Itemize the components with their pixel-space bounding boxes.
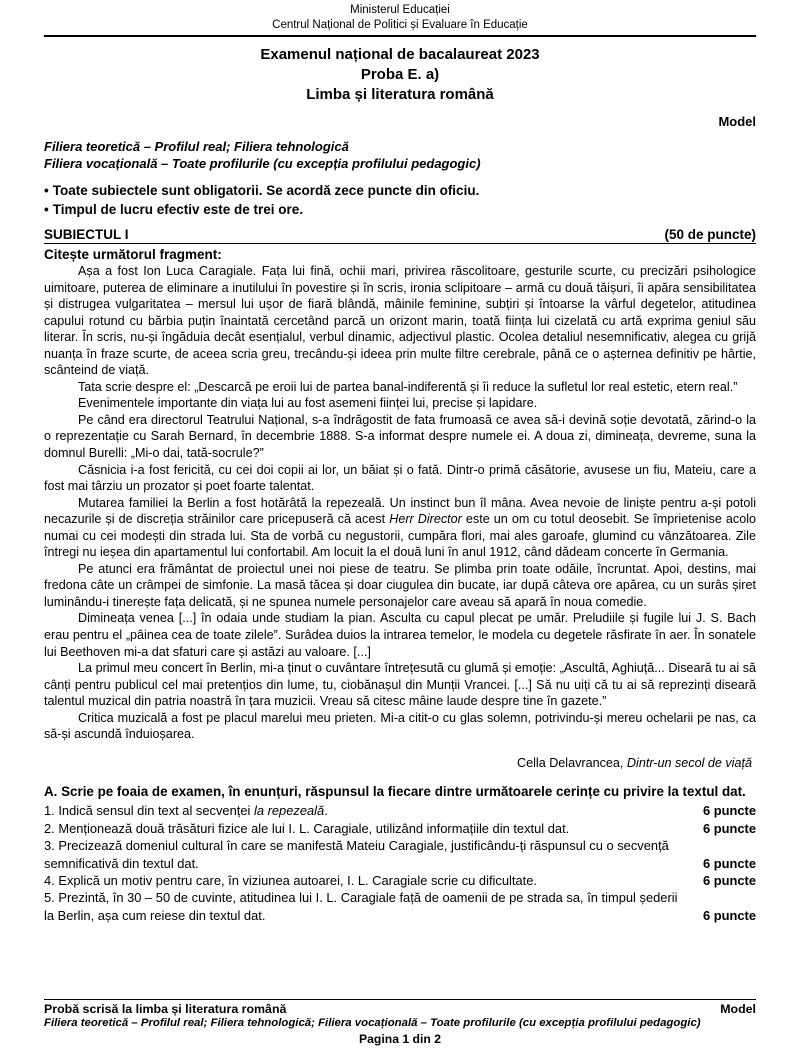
subject-heading [44,227,756,244]
model-label: Model [718,114,756,129]
requirement-text-end: . [324,803,328,819]
page-content [44,0,756,924]
header-divider [44,35,756,37]
requirement-points: 6 puncte [702,855,756,871]
instruction-item-2 [44,200,756,219]
fragment-paragraph: La primul meu concert în Berlin, mi-a ținut o cuvântare întrețesută cu glumă și emoție: „Ascultă, Aghiuță... Diseară tu ai să cânți pentru publicul cel mai pretențios din lume, tu, ciobănașul din Munții Vrancei. [...] Să nu uiți că tu ai să reprezinți diseară talentul muzical din patria noastră în țara muzicii. Vreau să citesc mâine laude despre tine în gazete.” [44,661,756,709]
bullet-icon: • [44,202,49,217]
footer-exam-label: Probă scrisă la limba și literatura română [44,1002,287,1016]
requirement-text: Precizează domeniul cultural în care se manifestă Mateiu Caragiale, justificându-ți răspunsul cu o secvență [54,838,669,854]
subject-title: SUBIECTUL I [44,227,129,242]
requirement-number: 1. [44,803,55,819]
page-footer [44,999,756,1046]
requirement-tail [44,855,756,872]
reading-fragment [44,263,756,743]
exam-title-line1: Examenul național de bacalaureat 2023 [260,46,540,63]
fragment-paragraph: Evenimentele importante din viața lui au fost asemeni ființei lui, precise și lapidare. [78,396,538,411]
requirement-number: 3. [44,838,55,854]
instruction-item-1 [44,181,756,200]
requirement-text: Explică un motiv pentru care, în viziunea autoarei, I. L. Caragiale scrie cu dificultate. [54,872,537,888]
footer-divider [44,999,756,1000]
instruction-text-1: Toate subiectele sunt obligatorii. Se acordă zece puncte din oficiu. [52,183,480,198]
requirement-item [44,889,756,924]
footer-filiera: Filiera teoretică – Profilul real; Filiera tehnologică; Filiera vocațională – Toate profilurile (cu excepția profilului pedagogic) [44,1017,701,1029]
fragment-paragraph: Critica muzicală a fost pe placul marelui meu prieten. Mi-a citit-o cu glas solemn, potrivindu-și mereu ochelarii pe nas, ca să-și ascundă înduioșarea. [44,710,756,742]
requirement-points: 6 puncte [702,820,756,836]
requirement-points: 6 puncte [702,803,756,819]
instruction-text-2: Timpul de lucru efectiv este de trei ore. [52,202,304,217]
subject-points: (50 de puncte) [664,227,756,242]
exam-title [44,45,756,105]
work-title: Dintr-un secol de viață [626,755,752,770]
requirement-text: Indică sensul din text al secvenței [54,803,254,819]
fragment-paragraph: Pe atunci era frământat de proiectul unei noi piese de teatru. Se plimba prin toate odăile, încruntat. Apoi, destins, mai fredona câte un crâmpei de simfonie. La masă tăcea și doar ciugulea din bucate, iar după câteva ore apărea, cu un surâs șiret luminându-i tinerește fața delicată, și ne spunea numele personajelor care aveau să apară în noua comedie. [44,561,756,609]
requirement-item [44,837,756,872]
requirement-number: 4. [44,872,55,888]
requirement-tail-text: la Berlin, așa cum reiese din textul dat. [44,907,266,923]
fragment-text-part: Mutarea familiei la Berlin a fost hotărâtă la repezeală. Un instinct bun îl mâna. Avea nevoie de liniște pentru a-și potoli necazurile și de discreția străinilor care pricepuseră că acest [44,495,756,527]
requirement-points: 6 puncte [702,907,756,923]
fragment-paragraph: Pe când era directorul Teatrului Național, s-a îndrăgostit de fata frumoasă ce avea să-i devină soție devotată, zărind-o la o reprezentație cu Sarah Bernard, în decembrie 1888. S-a informat despre numele ei. A doua zi, dimineața, devreme, suna la domnul Burelli: „Mi-o dai, tată-socrule?” [44,412,756,461]
fragment-paragraph: Dimineața venea [...] în odaia unde studiam la pian. Asculta cu capul plecat pe umăr. Preludiile și fugile lui J. S. Bach erau pentru el „pâinea cea de toate zilele”. Surâdea duios la intrarea temelor, le modela cu degetele răsfirate în aer. În sonatele lui Beethoven mi-a dat sfaturi care și astăzi au valoare. [...] [44,611,756,659]
requirement-number: 5. [44,890,55,906]
requirement-number: 2. [44,820,55,836]
ministry-header [44,0,756,33]
fragment-italic-term: Herr Director [389,512,462,527]
center-name: Centrul Național de Politici și Evaluare în Educație [272,19,528,31]
fragment-paragraph: Așa a fost Ion Luca Caragiale. Fața lui fină, ochii mari, privirea răscolitoare, gesturile scurte, cu precizări psihologice uimitoare, puterea de eliminare a inutilului în povestire și în scris, ironia sclipitoare – armă cu două tăișuri, îi apăra sensibilitatea și distrugea vulgaritatea – mersul lui ușor de fiară blândă, mâinile feminine, subțiri și întoarse la vârful degetelor, atitudinea capului rotund cu bărbia puțin înaintată cercetând parcă un orizont marin, toată ființa lui cizelată cu artă exprima geniul său literar. În scris, nu-și îngăduia decât esențialul, verbul dinamic, adjectivul plastic. Ocolea detaliul nesemnificativ, alegea cu grijă nuanța în fraze scurte, de aceea scria greu, trecându-și ideea prin multe filtre cerebrale, până ce o așternea definitiv pe hârtie, scânteind de viață. [44,264,756,378]
footer-main-row [44,1002,756,1016]
requirements-list [44,802,756,924]
fragment-paragraph: Tata scrie despre el: „Descarcă pe eroii lui de partea banal-indiferentă și îi reduce la sufletul lor real estetic, etern real.” [78,379,738,394]
instructions-list [44,181,756,219]
fragment-text-part: este un om cu totul deosebit. Se împrietenise acolo numai cu cei modești din strada lui. Sta de vorbă cu negustorii, cumpăra flori, mai ales garoafe, glumind cu vânzătoarea. Zile întregi nu ieșea din apartamentul lui confortabil. Am locuit la el două luni în anul 1912, când dădeam concerte în Germania. [44,512,757,560]
fragment-paragraph [44,495,756,561]
requirement-tail [44,907,756,924]
exam-title-line3: Limba și literatura română [306,86,494,103]
requirement-tail-text: semnificativă din textul dat. [44,855,199,871]
requirement-text: Prezintă, în 30 – 50 de cuvinte, atitudinea lui I. L. Caragiale față de oamenii de pe strada sa, în timpul șederii [54,890,678,906]
requirement-item [44,802,756,819]
part-a-intro: A. Scrie pe foaia de examen, în enunțuri, răspunsul la fiecare dintre următoarele cerințe cu privire la textul dat. [44,783,746,799]
read-instruction: Citește următorul fragment: [44,247,222,262]
filiera-line-1: Filiera teoretică – Profilul real; Filiera tehnologică [44,139,349,154]
requirement-points: 6 puncte [702,872,756,888]
footer-page-number: Pagina 1 din 2 [359,1032,441,1046]
filiera-block [44,138,756,172]
author-name: Cella Delavrancea, [517,755,627,770]
exam-title-line2: Proba E. a) [360,66,440,83]
bullet-icon: • [44,183,49,198]
fragment-paragraph: Căsnicia i-a fost fericită, cu cei doi copii ai lor, un băiat și o fată. Dintr-o primă căsătorie, avusese un fiu, Mateiu, care a fost mai târziu un prozator și poet foarte talentat. [44,462,756,494]
footer-model-label: Model [720,1002,756,1016]
source-attribution [44,756,756,770]
requirement-item [44,820,756,837]
requirement-italic-term: la repezeală [253,803,325,819]
filiera-line-2: Filiera vocațională – Toate profilurile (cu excepția profilului pedagogic) [44,156,481,171]
ministry-name: Ministerul Educației [350,4,450,16]
requirement-text: Menționează două trăsături fizice ale lui I. L. Caragiale, utilizând informațiile din textul dat. [54,820,570,836]
requirement-item [44,872,756,889]
